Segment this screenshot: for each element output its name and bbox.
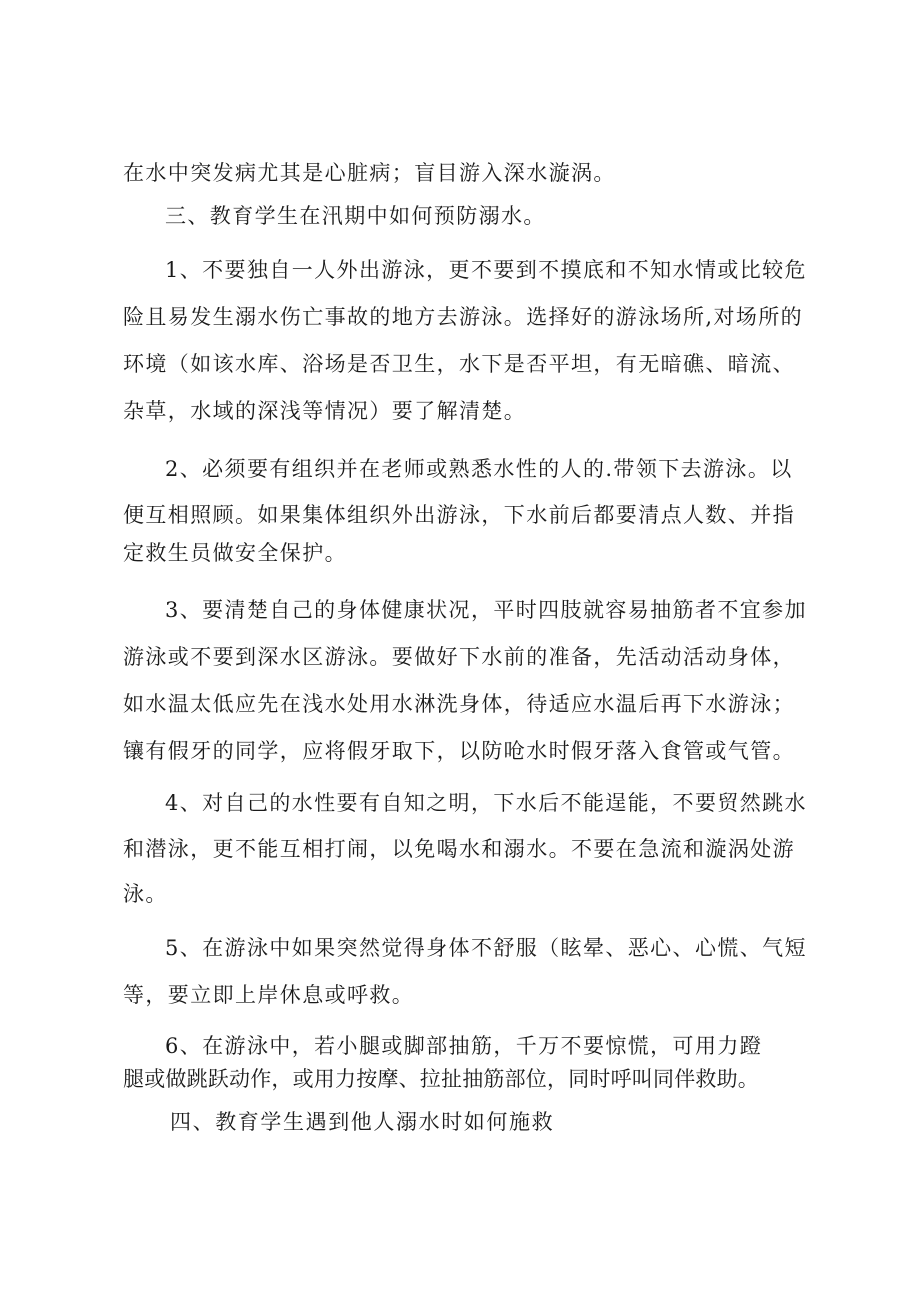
- item6-line2: 腿或做跳跃动作，或用力按摩、拉扯抽筋部位，同时呼叫同伴救助。: [123, 1067, 759, 1091]
- item3-line3: 如水温太低应先在浅水处用水淋洗身体，待适应水温后再下水游泳；: [123, 692, 795, 716]
- section3-heading: 三、教育学生在汛期中如何预防溺水。: [165, 204, 546, 228]
- item2-line1: 2、必须要有组织并在老师或熟悉水性的人的.带领下去游泳。以: [165, 457, 793, 481]
- section4-heading: 四、教育学生遇到他人溺水时如何施救: [170, 1110, 555, 1134]
- item6-line1: 6、在游泳中，若小腿或脚部抽筋，千万不要惊慌，可用力蹬: [165, 1034, 763, 1058]
- item2-line2: 便互相照顾。如果集体组织外出游泳，下水前后都要清点人数、并指: [123, 503, 795, 527]
- item4-line2: 和潜泳，更不能互相打闹，以免喝水和溺水。不要在急流和漩涡处游: [123, 837, 795, 861]
- item3-line2: 游泳或不要到深水区游泳。要做好下水前的准备，先活动活动身体，: [123, 645, 795, 669]
- item5-line1: 5、在游泳中如果突然觉得身体不舒服（眩晕、恶心、心慌、气短: [165, 936, 807, 960]
- item1-line4: 杂草，水域的深浅等情况）要了解清楚。: [123, 399, 527, 423]
- paragraph-continuation: 在水中突发病尤其是心脏病；盲目游入深水漩涡。: [123, 161, 616, 185]
- item1-line2: 险且易发生溺水伤亡事故的地方去游泳。选择好的游泳场所,对场所的: [123, 305, 804, 329]
- item1-line3: 环境（如该水库、浴场是否卫生，水下是否平坦，有无暗礁、暗流、: [123, 352, 795, 376]
- item5-line2: 等，要立即上岸休息或呼救。: [123, 983, 415, 1007]
- item3-line4: 镶有假牙的同学，应将假牙取下，以防呛水时假牙落入食管或气管。: [123, 739, 795, 763]
- item4-line3: 泳。: [123, 882, 168, 906]
- item1-line1: 1、不要独自一人外出游泳，更不要到不摸底和不知水情或比较危: [165, 258, 807, 282]
- item4-line1: 4、对自己的水性要有自知之明，下水后不能逞能，不要贸然跳水: [165, 791, 807, 815]
- item2-line3: 定救生员做安全保护。: [123, 541, 347, 565]
- item3-line1: 3、要清楚自己的身体健康状况，平时四肢就容易抽筋者不宜参加: [165, 598, 807, 622]
